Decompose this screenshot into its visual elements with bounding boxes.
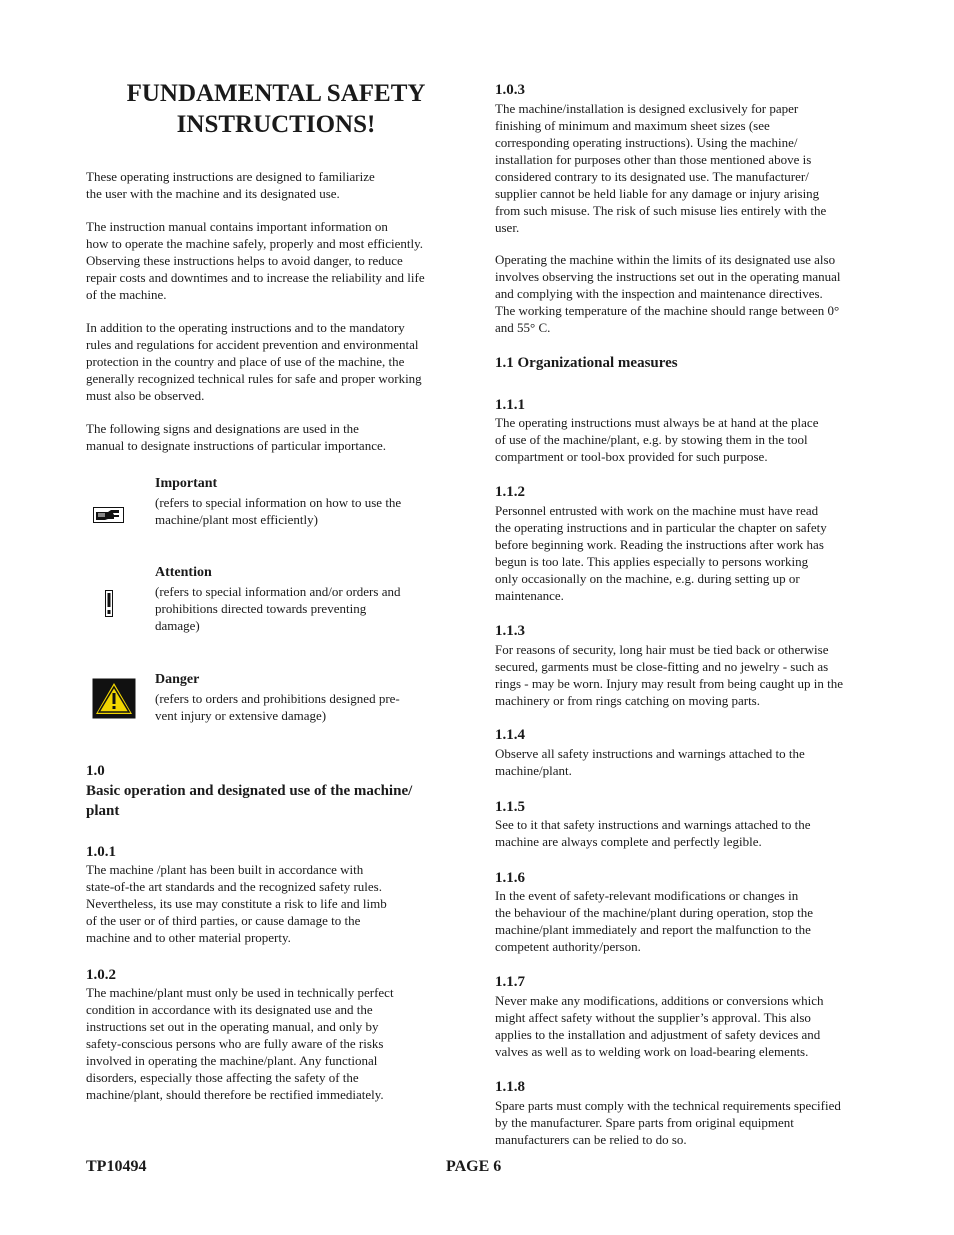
section-1-0-3-text: The machine/installation is designed exclusively for paper finishing of minimum and maximum sheet sizes (see corresponding operating instructions). Using the machine/ installation for purposes other than those mentioned above is considered contrary to its designated use. The manufacturer/ supplier cannot be held liable for any damage or injury arising from such misuse. The risk of such misuse lies entirely with the user. bbox=[495, 101, 827, 235]
important-label: Important bbox=[155, 476, 218, 491]
pointing-hand-icon bbox=[93, 507, 124, 528]
section-1-0-number: 1.0 bbox=[86, 763, 105, 779]
warning-triangle-icon bbox=[92, 678, 136, 724]
section-1-1-6-text: In the event of safety-relevant modifications or changes in the behaviour of the machine/plant during operation, stop the machine/plant immediately and report the malfunction to the competent authority/person. bbox=[495, 888, 814, 954]
exclamation-icon bbox=[104, 590, 114, 622]
section-1-1-5-number: 1.1.5 bbox=[495, 799, 525, 815]
section-1-1-5-text: See to it that safety instructions and warnings attached to the machine are always complete and perfectly legible. bbox=[495, 817, 811, 849]
section-1-0-1-number: 1.0.1 bbox=[86, 844, 116, 860]
section-1-1-7-text: Never make any modifications, additions or conversions which might affect safety without the supplier’s approval. This also applies to the installation and adjustment of safety devices and valves as well as to welding work on load-bearing elements. bbox=[495, 993, 824, 1059]
attention-label: Attention bbox=[155, 565, 212, 580]
attention-text: (refers to special information and/or orders and prohibitions directed towards preventing damage) bbox=[155, 584, 401, 633]
section-1-1-4-number: 1.1.4 bbox=[495, 727, 525, 743]
section-1-1-8-text: Spare parts must comply with the technical requirements specified by the manufacturer. Spare parts from original equipment manufacturers can be relied to do so. bbox=[495, 1098, 841, 1147]
section-1-1-2-text: Personnel entrusted with work on the machine must have read the operating instructions and in particular the chapter on safety before beginning work. Reading the instructions after work has begun is too late. This applies especially to persons working only occasionally on the machine, e.g. during setting up or maintenance. bbox=[495, 503, 827, 603]
section-1-0-2-number: 1.0.2 bbox=[86, 967, 116, 983]
danger-label: Danger bbox=[155, 672, 200, 687]
footer-doc-id: TP10494 bbox=[86, 1158, 147, 1175]
section-1-0-2-text: The machine/plant must only be used in technically perfect condition in accordance with its designated use and the instructions set out in the operating manual, and only by safety-conscious persons who are fully aware of the risks involved in operating the machine/plant. Any functional disorders, especially those affecting the safety of the machine/plant, should therefore be rectified immediately. bbox=[86, 985, 394, 1102]
section-1-1-1-number: 1.1.1 bbox=[495, 397, 525, 413]
section-1-1-4-text: Observe all safety instructions and warnings attached to the machine/plant. bbox=[495, 746, 805, 778]
section-1-1-8-number: 1.1.8 bbox=[495, 1079, 525, 1095]
page-title: FUNDAMENTAL SAFETY INSTRUCTIONS! bbox=[126, 80, 426, 138]
section-1-1-3-text: For reasons of security, long hair must be tied back or otherwise secured, garments must be close-fitting and no jewelry - such as rings - may be worn. Injury may result from being caught up in the machinery or from rings catching on moving parts. bbox=[495, 642, 844, 708]
section-1-1-2-number: 1.1.2 bbox=[495, 484, 525, 500]
section-1-1-heading: 1.1 Organizational measures bbox=[495, 355, 678, 371]
section-1-1-1-text: The operating instructions must always be at hand at the place of use of the machine/plant, e.g. by stowing them in the tool compartment or tool-box provided for such purpose. bbox=[495, 415, 819, 464]
intro-paragraph-4: The following signs and designations are used in the manual to designate instructions of particular importance. bbox=[86, 421, 386, 453]
section-1-0-3-number: 1.0.3 bbox=[495, 82, 525, 98]
important-text: (refers to special information on how to use the machine/plant most efficiently) bbox=[155, 495, 402, 527]
section-1-0-1-text: The machine /plant has been built in accordance with state-of-the art standards and the recognized safety rules. Nevertheless, its use may constitute a risk to life and limb of the user or of third parties, or cause damage to the machine and to other material property. bbox=[86, 862, 387, 945]
intro-paragraph-1: These operating instructions are designed to familiarize the user with the machine and its designated use. bbox=[86, 169, 375, 201]
section-1-0-3-text-2: Operating the machine within the limits of its designated use also involves observing the instructions set out in the operating manual and complying with the inspection and maintenance directives. The working temperature of the machine should range between 0° and 55° C. bbox=[495, 252, 841, 335]
footer-page-number: PAGE 6 bbox=[446, 1158, 502, 1175]
intro-paragraph-2: The instruction manual contains important information on how to operate the machine safely, properly and most efficiently. Observing these instructions helps to avoid danger, to reduce repair costs and downtimes and to increase the reliability and life of the machine. bbox=[86, 219, 425, 302]
section-1-1-6-number: 1.1.6 bbox=[495, 870, 525, 886]
section-1-1-3-number: 1.1.3 bbox=[495, 623, 525, 639]
section-1-0-heading: Basic operation and designated use of the machine/ plant bbox=[86, 783, 413, 819]
section-1-1-7-number: 1.1.7 bbox=[495, 974, 525, 990]
danger-text: (refers to orders and prohibitions designed pre- vent injury or extensive damage) bbox=[155, 691, 400, 723]
intro-paragraph-3: In addition to the operating instructions and to the mandatory rules and regulations for accident prevention and environmental protection in the country and place of use of the machine, the generally recognized technical rules for safe and proper working must also be observed. bbox=[86, 320, 422, 403]
